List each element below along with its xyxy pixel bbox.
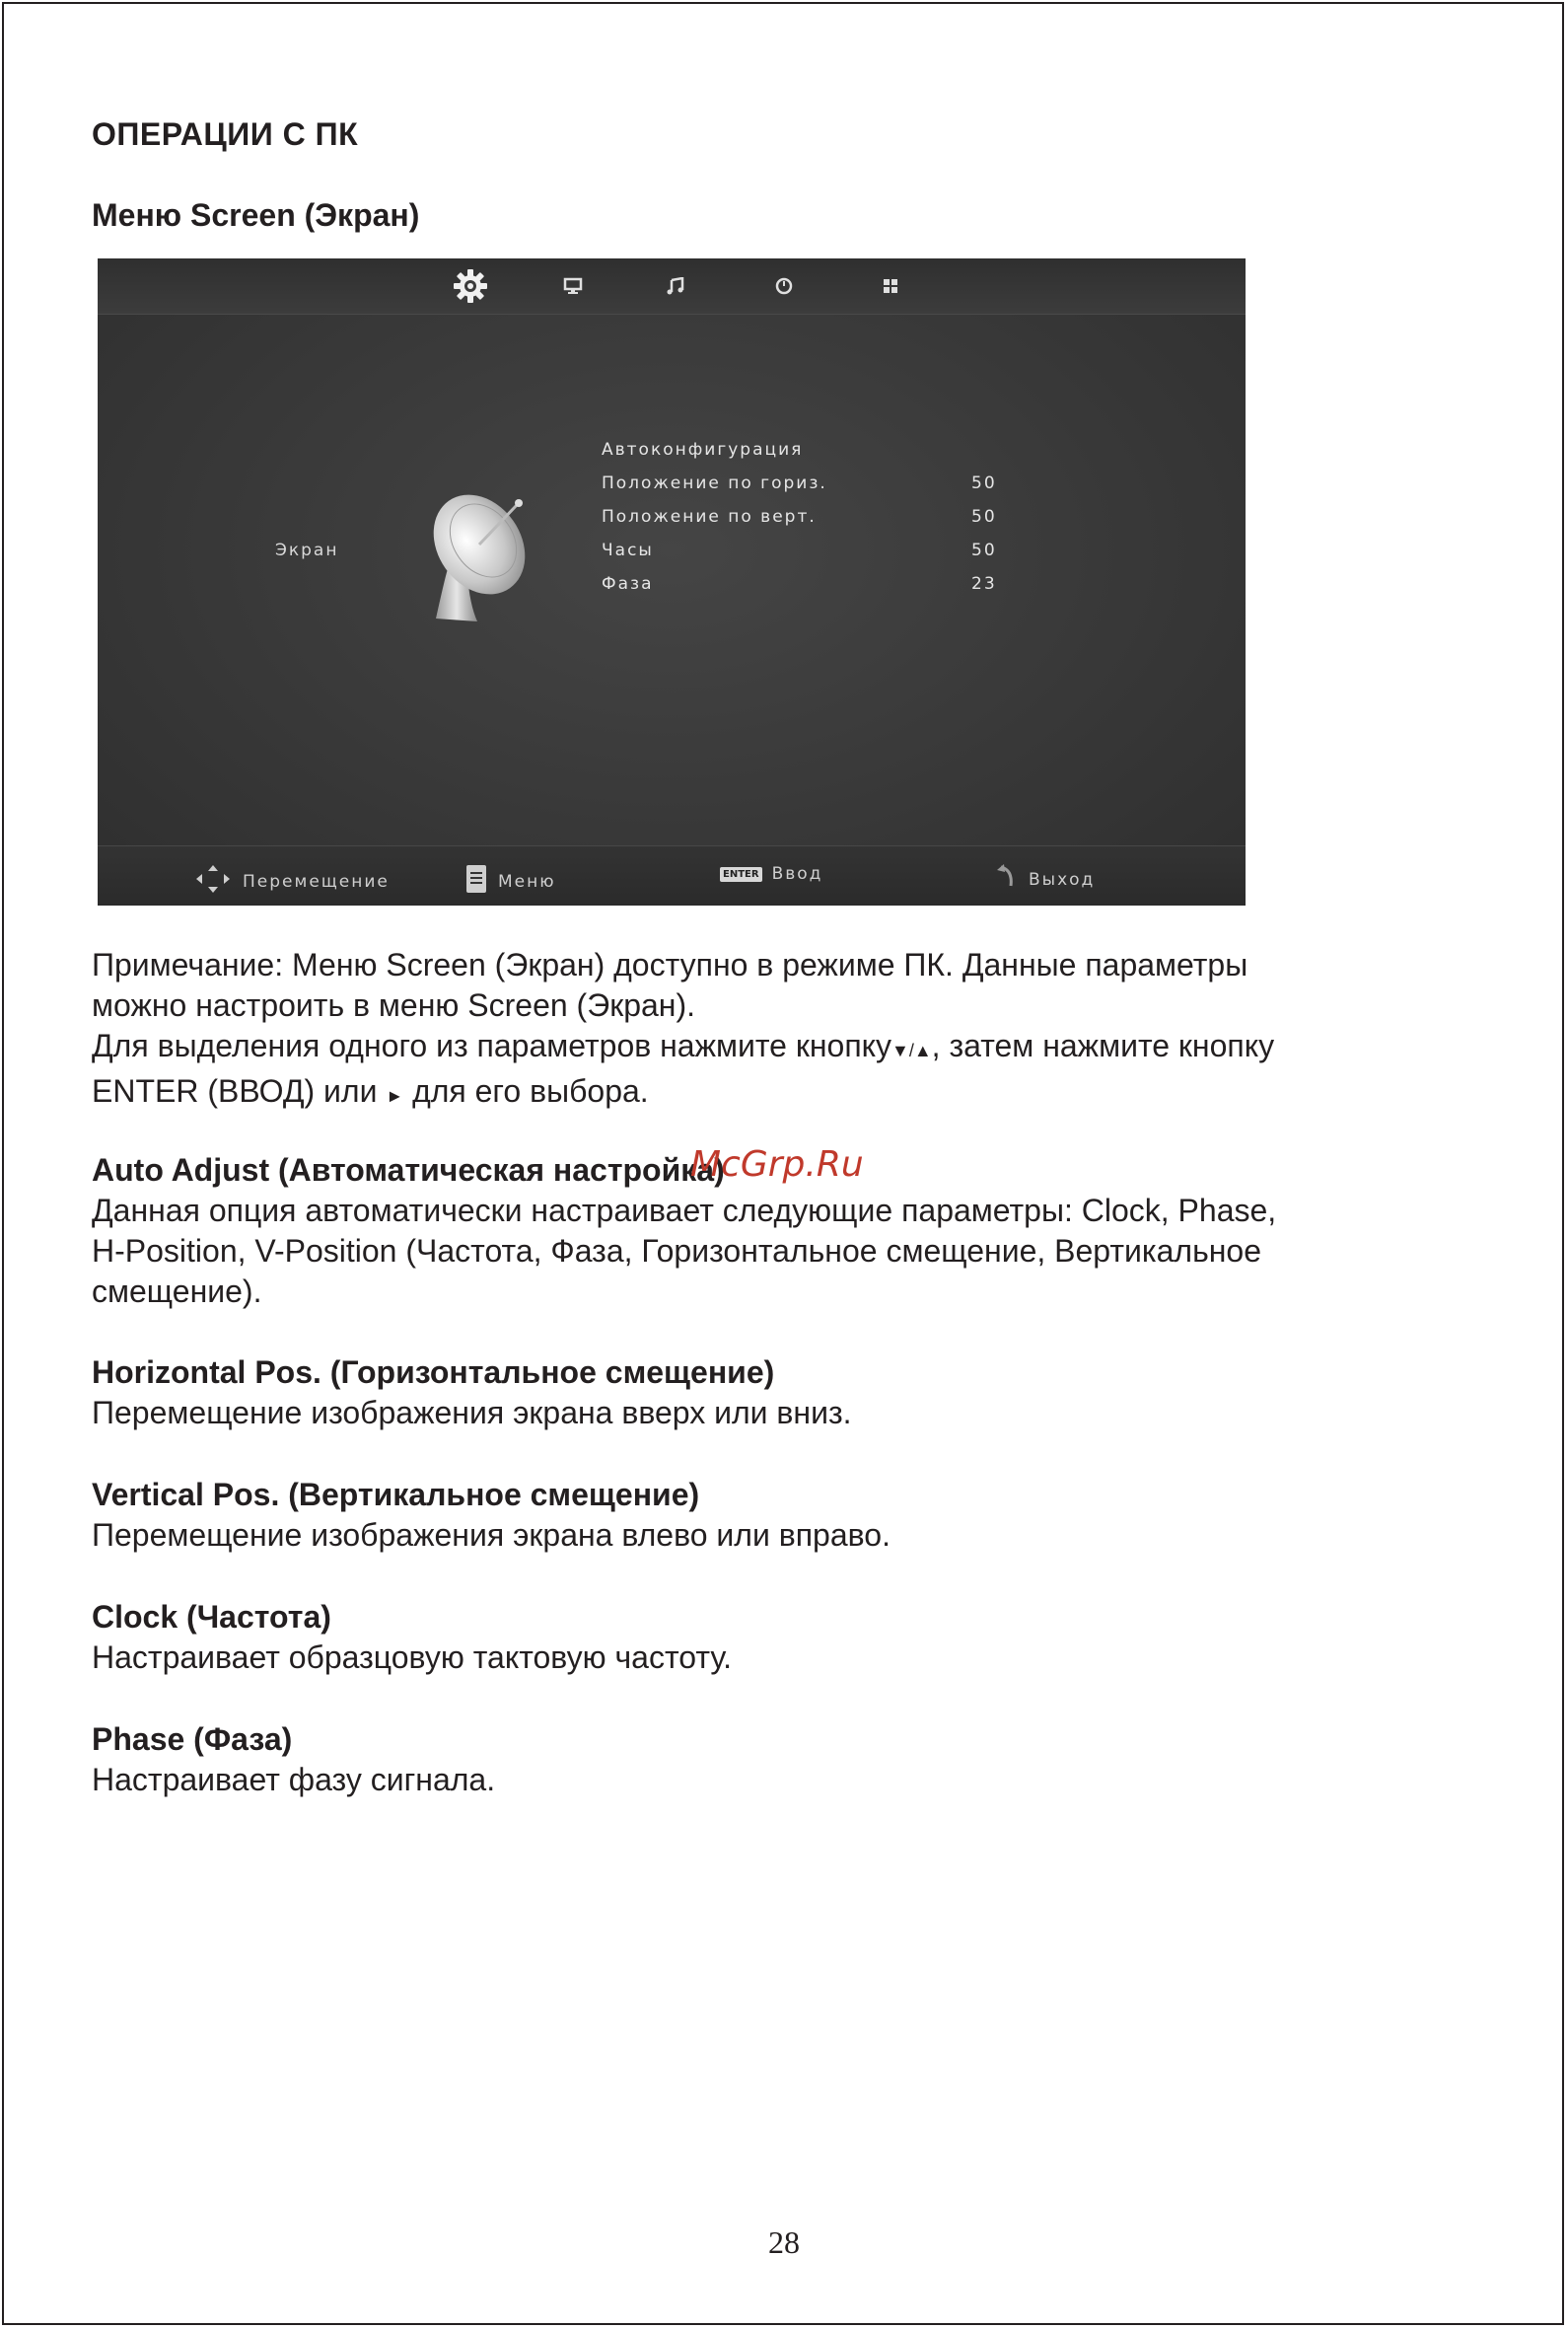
section-text: H-Position, V-Position (Частота, Фаза, Горизонтальное смещение, Вертикальное bbox=[92, 1233, 1262, 1269]
note-line: можно настроить в меню Screen (Экран). bbox=[92, 987, 696, 1023]
section-vertical-pos bbox=[92, 1475, 1492, 1556]
note-line: ENTER (ВВОД) или ► для его выбора. bbox=[92, 1073, 649, 1109]
menu-value-phase: 23 bbox=[971, 574, 997, 594]
music-note-icon[interactable] bbox=[656, 268, 695, 304]
menu-item-auto-config[interactable]: Автоконфигурация bbox=[602, 440, 804, 460]
enter-key-icon: ENTER bbox=[720, 867, 762, 882]
down-up-arrows-icon: ▼/▲ bbox=[891, 1041, 932, 1060]
section-title: Clock (Частота) bbox=[92, 1599, 331, 1635]
menu-item-clock[interactable]: Часы bbox=[602, 541, 654, 560]
section-text: Перемещение изображения экрана вверх или вниз. bbox=[92, 1395, 852, 1430]
hint-menu bbox=[464, 864, 556, 899]
osd-screen bbox=[98, 258, 1246, 906]
section-text: Настраивает образцовую тактовую частоту. bbox=[92, 1639, 733, 1675]
section-text: Перемещение изображения экрана влево или вправо. bbox=[92, 1517, 891, 1553]
section-title: Horizontal Pos. (Горизонтальное смещение) bbox=[92, 1354, 775, 1390]
section-subheading: Меню Screen (Экран) bbox=[92, 197, 420, 233]
menu-list-icon bbox=[464, 864, 488, 899]
note-line: Примечание: Меню Screen (Экран) доступно в режиме ПК. Данные параметры bbox=[92, 947, 1248, 983]
apps-icon[interactable] bbox=[871, 268, 910, 304]
section-title: Auto Adjust (Автоматическая настройка) bbox=[92, 1152, 725, 1188]
hint-enter-label: Ввод bbox=[771, 864, 823, 884]
clock-icon[interactable] bbox=[764, 268, 804, 304]
section-text: смещение). bbox=[92, 1274, 262, 1309]
menu-value-h-position: 50 bbox=[971, 473, 997, 493]
section-text: Настраивает фазу сигнала. bbox=[92, 1762, 496, 1797]
menu-item-h-position[interactable]: Положение по гориз. bbox=[602, 473, 827, 493]
menu-value-clock: 50 bbox=[971, 541, 997, 560]
section-text: Данная опция автоматически настраивает следующие параметры: Clock, Phase, bbox=[92, 1193, 1277, 1228]
menu-category-label: Экран bbox=[275, 541, 339, 560]
right-arrow-icon: ► bbox=[386, 1086, 404, 1106]
menu-item-v-position[interactable]: Положение по верт. bbox=[602, 507, 817, 527]
hint-exit-label: Выход bbox=[1029, 869, 1096, 890]
osd-tab-bar bbox=[98, 258, 1246, 315]
page-number: 28 bbox=[768, 2224, 800, 2260]
section-phase bbox=[92, 1719, 1492, 1800]
section-title: Vertical Pos. (Вертикальное смещение) bbox=[92, 1477, 700, 1512]
hint-enter bbox=[720, 864, 822, 884]
back-arrow-icon bbox=[995, 864, 1019, 895]
note-line: Для выделения одного из параметров нажмите кнопку▼/▲, затем нажмите кнопку bbox=[92, 1028, 1275, 1063]
hint-exit bbox=[995, 864, 1095, 895]
hint-move bbox=[193, 864, 390, 899]
section-clock bbox=[92, 1597, 1492, 1678]
monitor-icon[interactable] bbox=[553, 268, 593, 304]
section-title: Phase (Фаза) bbox=[92, 1721, 293, 1757]
satellite-dish-icon bbox=[418, 475, 566, 633]
gear-icon[interactable] bbox=[451, 268, 490, 304]
menu-value-v-position: 50 bbox=[971, 507, 997, 527]
hint-menu-label: Меню bbox=[498, 871, 556, 892]
osd-hint-bar bbox=[98, 845, 1246, 906]
move-arrows-icon bbox=[193, 864, 233, 899]
note-paragraph bbox=[92, 945, 1492, 1117]
menu-item-phase[interactable]: Фаза bbox=[602, 574, 654, 594]
page-heading: ОПЕРАЦИИ С ПК bbox=[92, 116, 359, 152]
watermark: McGrp.Ru bbox=[690, 1144, 864, 1185]
section-horizontal-pos bbox=[92, 1352, 1492, 1433]
hint-move-label: Перемещение bbox=[243, 871, 390, 892]
